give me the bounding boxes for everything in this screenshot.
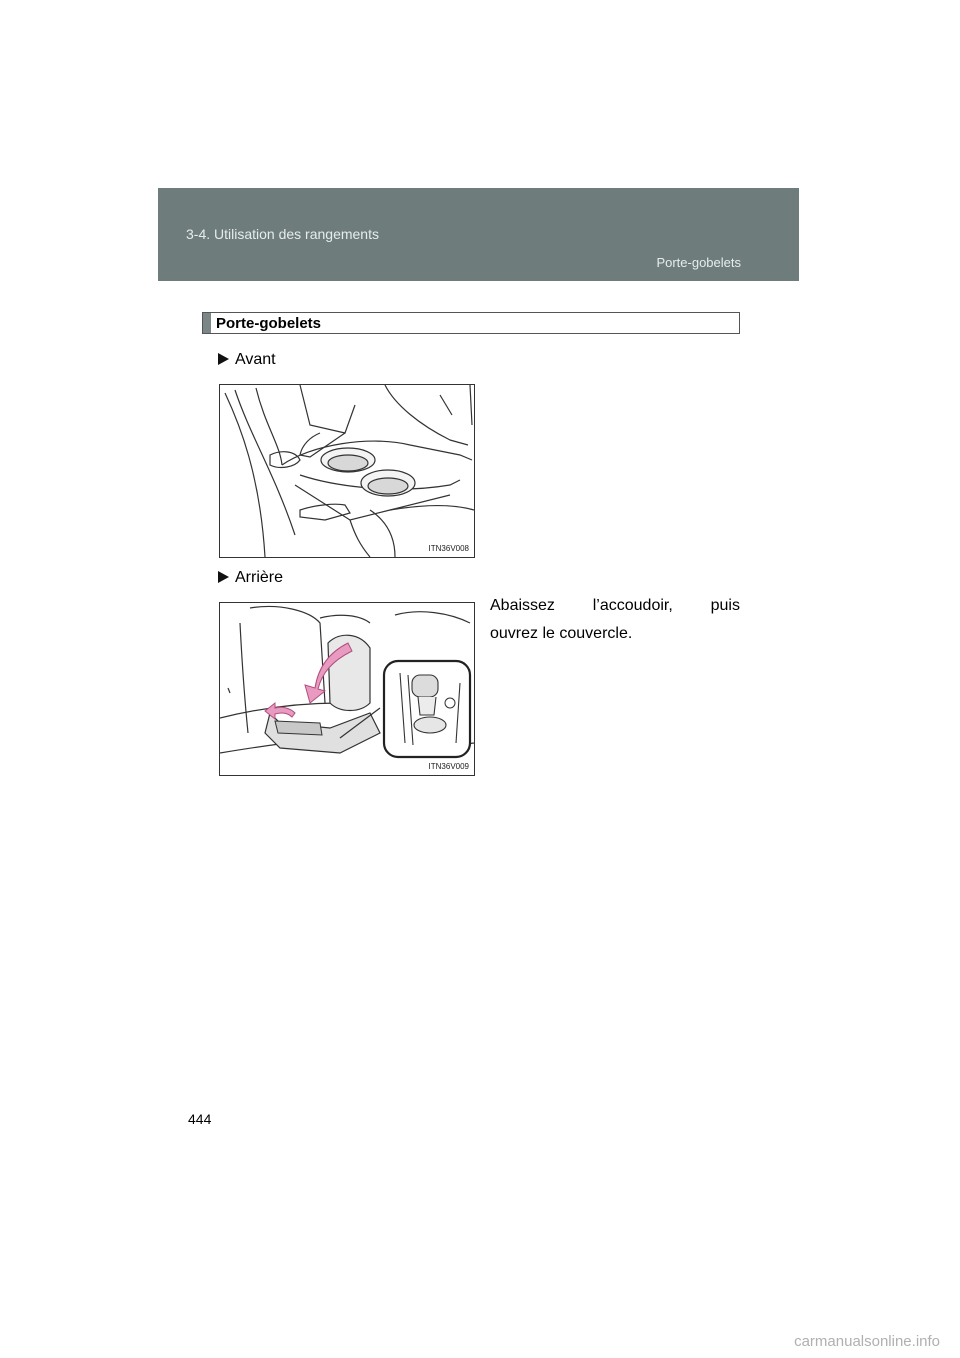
figure-code: ITN36V009 [428,762,469,771]
rear-armrest-illustration [220,603,474,775]
front-console-illustration [220,385,474,557]
figure-code: ITN36V008 [428,544,469,553]
page-header [158,188,799,281]
instruction-word: puis [710,597,740,614]
item-rear [218,569,283,587]
page-number: 444 [188,1111,212,1127]
triangle-bullet-icon [218,571,229,583]
instruction-line-2: ouvrez le couvercle. [490,625,633,642]
item-front [218,351,276,369]
instruction-word: Abaissez [490,597,555,614]
rear-cupholder-figure [219,602,475,776]
heading-accent [203,313,211,333]
item-front-label: Avant [235,351,276,368]
section-heading [202,312,740,334]
footer-watermark: carmanualsonline.info [794,1333,940,1350]
item-rear-label: Arrière [235,569,284,586]
triangle-bullet-icon [218,353,229,365]
rear-instruction-text [490,592,740,648]
front-cupholder-figure [219,384,475,558]
chapter-section: 3-4. Utilisation des rangements [186,226,379,242]
section-title: Porte-gobelets [216,315,322,332]
instruction-line-1 [490,592,740,620]
instruction-word: l’accoudoir, [592,597,673,614]
topic-title: Porte-gobelets [656,255,741,270]
